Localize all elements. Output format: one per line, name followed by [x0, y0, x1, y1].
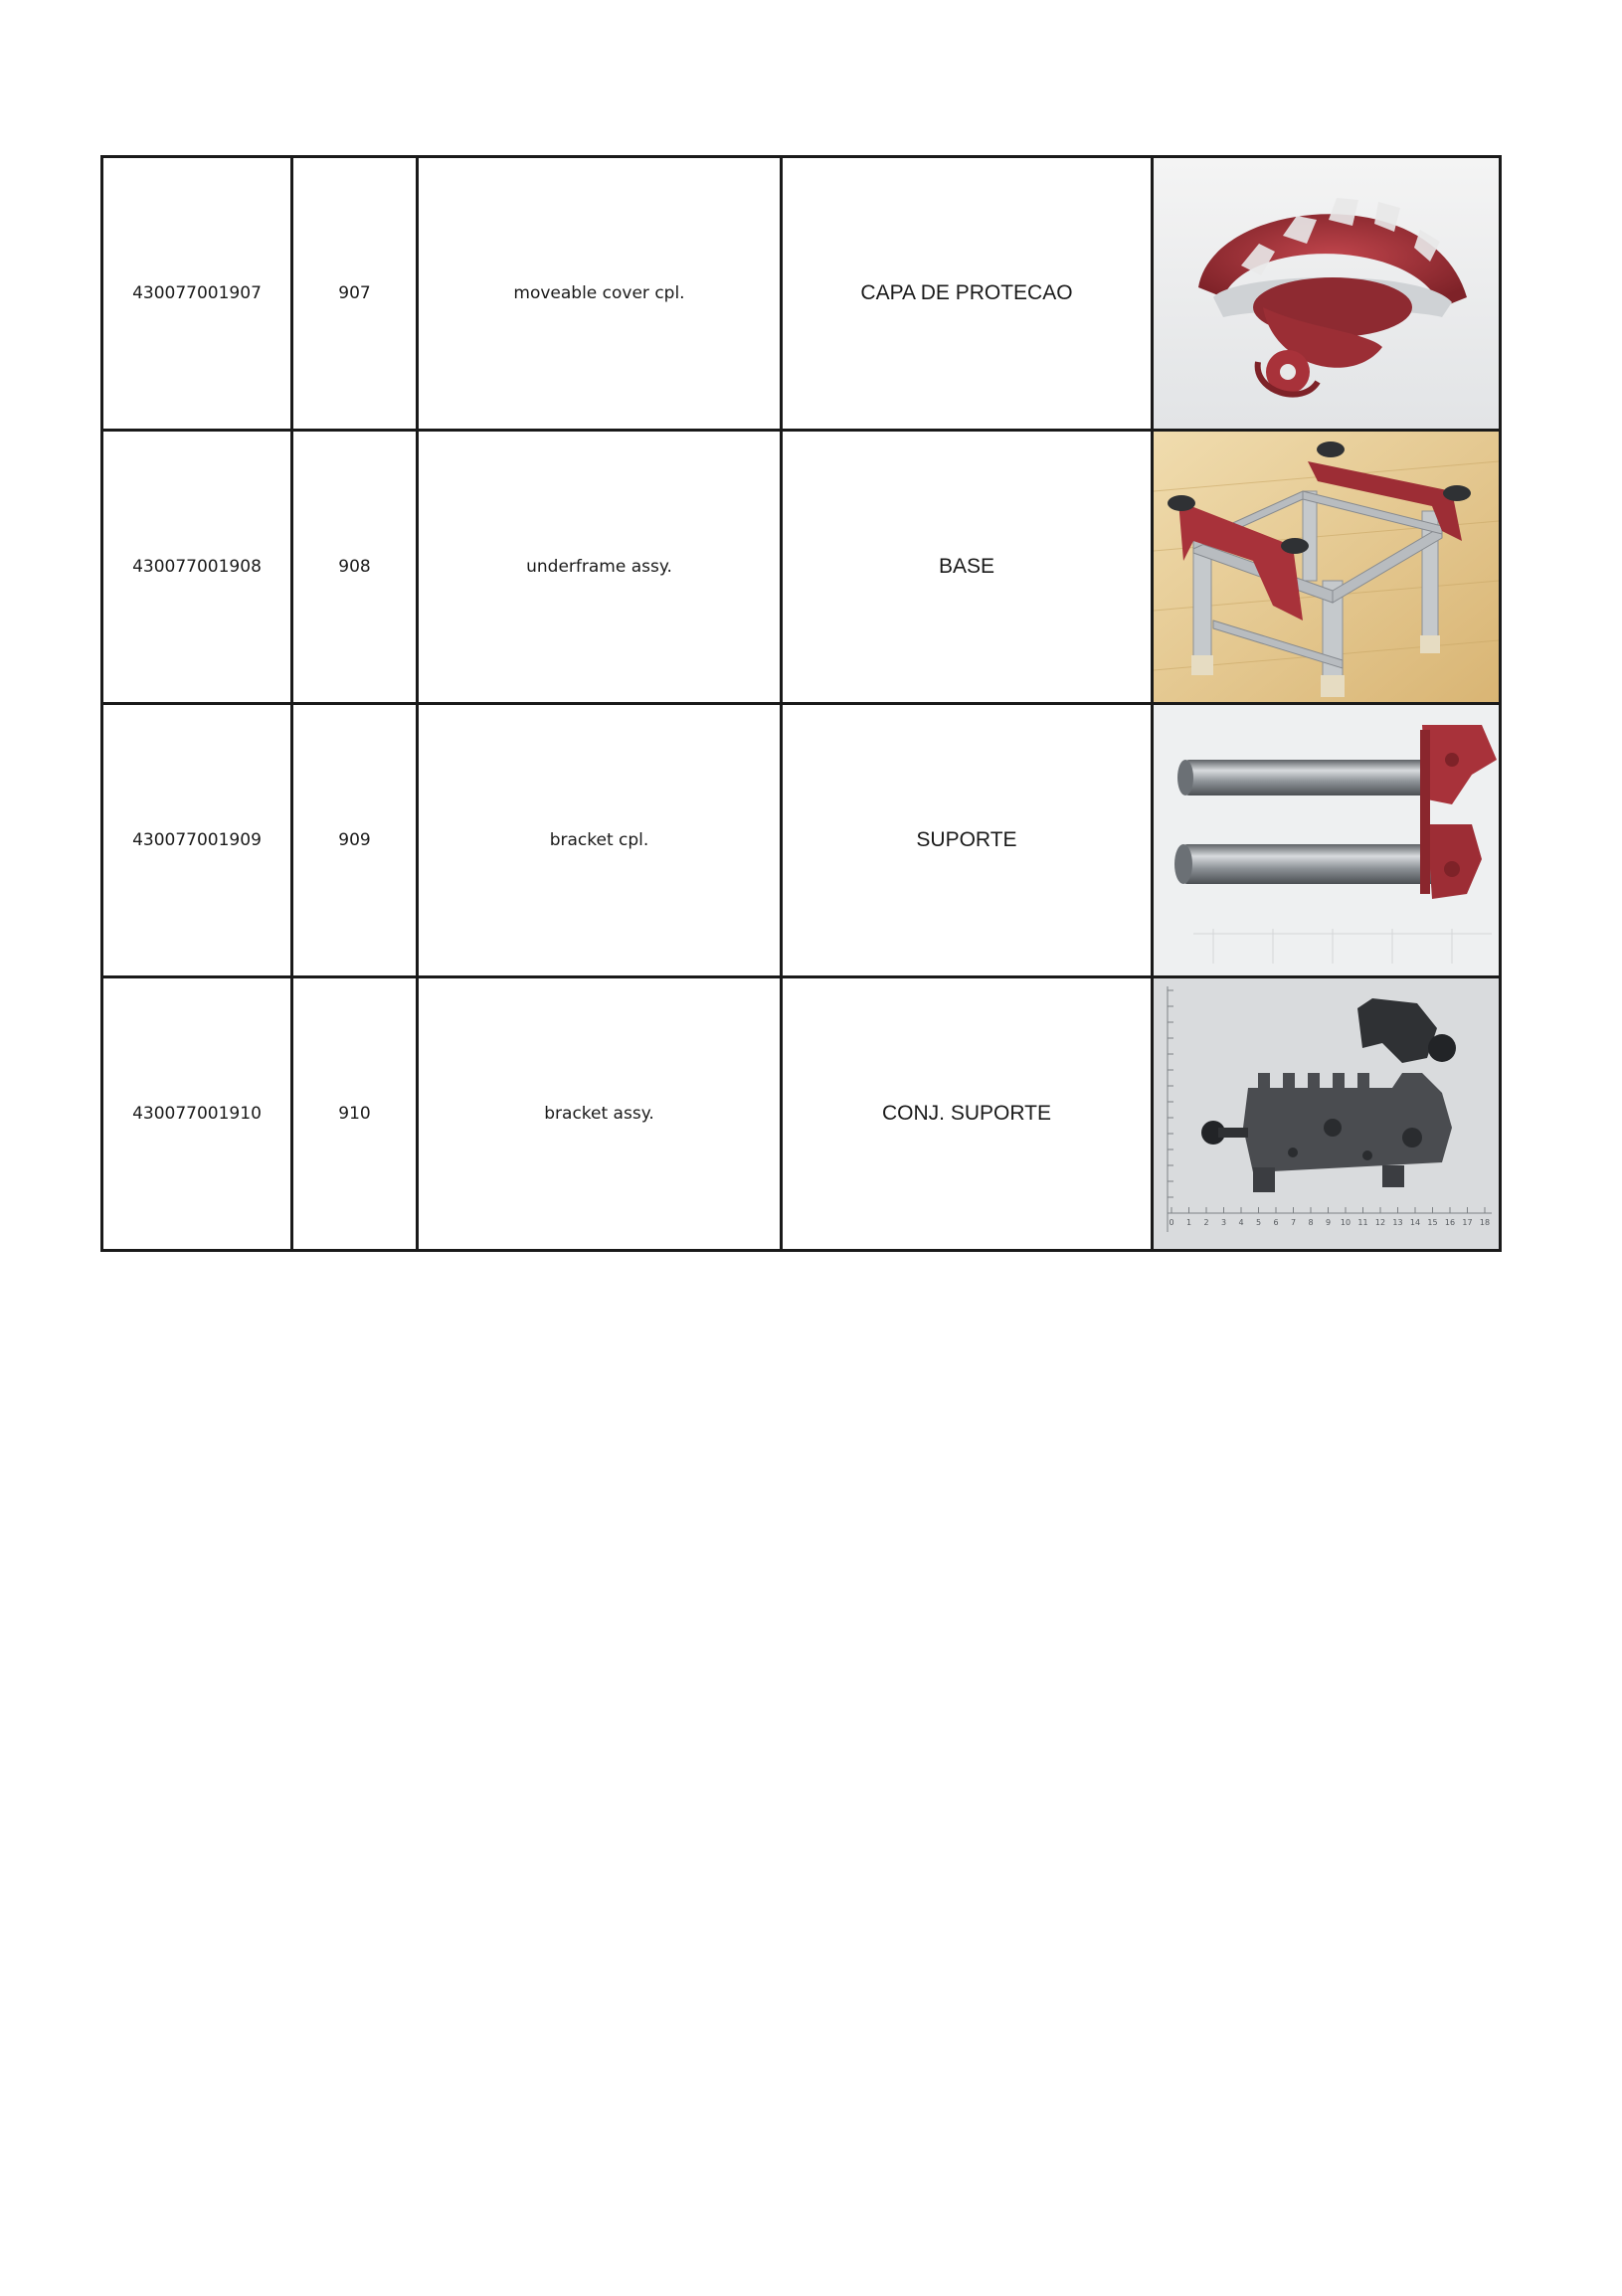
description-english: underframe assy.: [418, 431, 782, 704]
ruler-label: 17: [1462, 1218, 1473, 1227]
ruler-label: 18: [1479, 1218, 1491, 1227]
ruler-label: 4: [1238, 1218, 1244, 1227]
table-row: [102, 431, 1501, 704]
bracket-cpl-photo: [1154, 705, 1499, 975]
part-image-cell: [1153, 977, 1501, 1251]
ruler-label: 16: [1444, 1218, 1456, 1227]
ruler-label: 0: [1169, 1218, 1174, 1227]
part-number: 430077001908: [102, 431, 292, 704]
part-number: 430077001907: [102, 157, 292, 431]
position-number: 908: [292, 431, 418, 704]
ruler-label: 8: [1308, 1218, 1314, 1227]
table-row: [102, 977, 1501, 1251]
ruler-label: 1: [1185, 1218, 1192, 1227]
table-row: [102, 704, 1501, 977]
moveable-cover-photo: [1154, 158, 1499, 429]
parts-table: [100, 155, 1502, 1252]
ruler-label: 5: [1255, 1218, 1262, 1227]
description-english: bracket cpl.: [418, 704, 782, 977]
description-english: moveable cover cpl.: [418, 157, 782, 431]
description-portuguese: CONJ. SUPORTE: [782, 977, 1153, 1251]
ruler-label: 7: [1290, 1218, 1297, 1227]
part-image-cell: [1153, 704, 1501, 977]
part-number: 430077001909: [102, 704, 292, 977]
description-portuguese: SUPORTE: [782, 704, 1153, 977]
ruler-label: 9: [1325, 1218, 1332, 1227]
part-image-cell: [1153, 157, 1501, 431]
ruler-label: 14: [1409, 1218, 1421, 1227]
position-number: 909: [292, 704, 418, 977]
ruler-label: 3: [1220, 1218, 1227, 1227]
description-portuguese: BASE: [782, 431, 1153, 704]
bracket-assy-photo: [1154, 978, 1499, 1249]
underframe-photo: [1154, 432, 1499, 702]
ruler-label: 13: [1392, 1218, 1403, 1227]
ruler-label: 6: [1273, 1218, 1279, 1227]
part-number: 430077001910: [102, 977, 292, 1251]
part-image-cell: [1153, 431, 1501, 704]
ruler-label: 11: [1357, 1218, 1368, 1227]
ruler-label: 15: [1427, 1218, 1438, 1227]
ruler-label: 12: [1374, 1218, 1386, 1227]
ruler-label: 10: [1340, 1218, 1352, 1227]
position-number: 910: [292, 977, 418, 1251]
position-number: 907: [292, 157, 418, 431]
description-portuguese: CAPA DE PROTECAO: [782, 157, 1153, 431]
table-row: [102, 157, 1501, 431]
description-english: bracket assy.: [418, 977, 782, 1251]
ruler-label: 2: [1203, 1218, 1209, 1227]
